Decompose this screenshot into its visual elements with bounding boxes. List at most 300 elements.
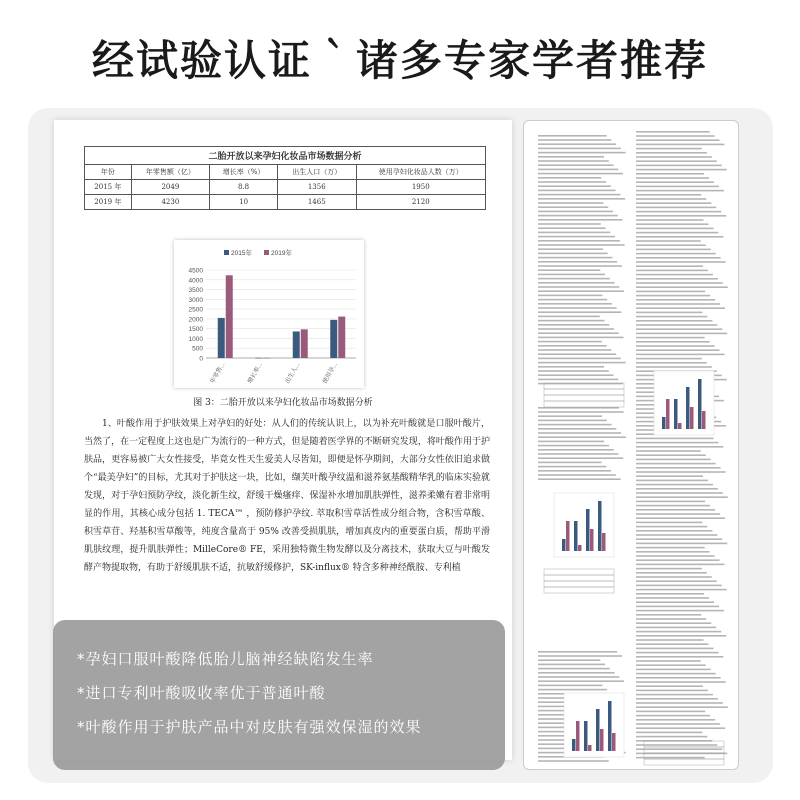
text-line [538, 760, 609, 762]
text-line [636, 354, 725, 356]
text-line [538, 436, 626, 438]
legend-swatch [264, 250, 269, 255]
text-line [538, 265, 622, 267]
text-line [636, 265, 703, 267]
x-tick-label: 增长率... [247, 362, 264, 385]
table-header: 出生人口（万） [278, 165, 357, 180]
mini-bar [578, 545, 582, 551]
bar-chart [174, 240, 364, 388]
text-line [538, 274, 605, 276]
legend-swatch [224, 250, 229, 255]
text-line [636, 694, 713, 696]
mini-table-row [544, 587, 614, 593]
text-line [538, 185, 611, 187]
y-tick-label: 3500 [188, 287, 203, 295]
text-line [538, 215, 618, 217]
legend-label: 2015年 [231, 250, 252, 257]
text-line [636, 517, 725, 519]
mini-bar [584, 721, 588, 751]
text-line [538, 349, 611, 351]
text-line [636, 257, 721, 259]
y-tick-label: 1000 [188, 335, 203, 343]
text-line [538, 316, 600, 318]
text-line [538, 320, 605, 322]
bar [263, 358, 270, 359]
text-line [538, 135, 607, 137]
text-line [538, 651, 617, 653]
text-line [538, 164, 614, 166]
table-header: 使用孕妇化妆品人数（万） [356, 165, 485, 180]
text-line [636, 190, 724, 192]
mini-bar [572, 739, 576, 751]
text-line [636, 198, 706, 200]
bar [301, 329, 308, 358]
mini-bar [576, 721, 580, 751]
bar [218, 318, 225, 358]
text-line [538, 303, 612, 305]
text-line [538, 324, 609, 326]
text-line [636, 639, 704, 641]
text-line [538, 462, 602, 464]
text-line [636, 223, 708, 225]
text-line [636, 438, 713, 440]
table-cell: 2120 [356, 195, 485, 210]
text-line [538, 177, 601, 179]
text-line [538, 278, 610, 280]
text-line [636, 270, 708, 272]
text-line [538, 190, 616, 192]
text-line [636, 295, 710, 297]
text-line [538, 173, 623, 175]
table-row [85, 195, 486, 210]
text-line [636, 711, 705, 713]
text-line [538, 240, 620, 242]
text-line [538, 668, 610, 670]
text-line [538, 269, 600, 271]
text-line [636, 677, 721, 679]
text-line [538, 198, 625, 200]
mini-bar [674, 399, 678, 429]
text-line [538, 143, 616, 145]
table-cell: 2019 年 [85, 195, 132, 210]
text-line [636, 299, 715, 301]
text-line [538, 160, 609, 162]
text-line [636, 160, 717, 162]
text-line [636, 543, 727, 545]
text-line [538, 478, 621, 480]
text-line [538, 202, 603, 204]
text-line [636, 165, 722, 167]
mini-bar [602, 533, 606, 551]
text-line [636, 312, 702, 314]
text-line [538, 366, 604, 368]
text-line [636, 144, 725, 146]
text-line [538, 232, 610, 234]
text-line [636, 748, 722, 750]
text-line [538, 672, 615, 674]
text-line [538, 337, 624, 339]
text-line [636, 316, 707, 318]
mini-table-row [644, 741, 724, 747]
text-line [538, 286, 619, 288]
text-line [538, 328, 614, 330]
text-line [538, 169, 618, 171]
text-line [636, 580, 717, 582]
table-title: 二胎开放以来孕妇化妆品市场数据分析 [85, 147, 486, 165]
table-header: 年份 [85, 165, 132, 180]
text-line [636, 475, 703, 477]
text-line [636, 568, 702, 570]
mini-bar [612, 733, 616, 751]
text-line [636, 446, 723, 448]
text-line [538, 345, 607, 347]
text-line [636, 303, 720, 305]
text-line [538, 148, 621, 150]
key-point: *进口专利叶酸吸收率优于普通叶酸 [77, 684, 326, 702]
text-line [636, 307, 725, 309]
text-line [538, 407, 619, 409]
text-line [636, 656, 723, 658]
text-line [636, 673, 716, 675]
text-line [538, 311, 621, 313]
x-tick-label: 出生人... [284, 362, 302, 385]
text-line [636, 337, 705, 339]
text-line [538, 441, 604, 443]
bar [226, 275, 233, 358]
text-line [636, 194, 701, 196]
mini-bar [588, 745, 592, 751]
text-line [636, 698, 718, 700]
text-line [636, 509, 715, 511]
text-line [636, 530, 712, 532]
text-line [636, 480, 708, 482]
text-line [538, 689, 607, 691]
text-line [636, 547, 705, 549]
mini-bar [608, 701, 612, 751]
text-line [538, 353, 616, 355]
mini-table-row [544, 401, 624, 407]
text-line [636, 261, 726, 263]
text-line [538, 362, 626, 364]
table-cell: 1950 [356, 180, 485, 195]
text-line [636, 564, 725, 566]
text-line [636, 669, 711, 671]
text-line [636, 286, 728, 288]
text-line [636, 358, 702, 360]
text-line [538, 206, 608, 208]
text-line [538, 676, 619, 678]
text-line [636, 576, 712, 578]
text-line [636, 442, 718, 444]
text-line [538, 139, 611, 141]
mini-bar [586, 509, 590, 551]
text-line [636, 740, 712, 742]
text-line [636, 723, 720, 725]
text-line [636, 652, 718, 654]
text-line [636, 459, 711, 461]
text-line [636, 690, 708, 692]
text-line [636, 207, 716, 209]
text-line [538, 248, 603, 250]
text-line [636, 463, 716, 465]
text-line [636, 622, 711, 624]
text-line [538, 420, 607, 422]
text-line [636, 732, 702, 734]
text-line [636, 278, 718, 280]
text-line [538, 379, 618, 381]
text-line [538, 257, 612, 259]
y-tick-label: 2000 [188, 316, 203, 324]
text-line [636, 757, 705, 759]
text-line [636, 341, 710, 343]
figure-caption: 图 3：二胎开放以来孕妇化妆品市场数据分析 [193, 398, 373, 408]
mini-table-row [544, 575, 614, 581]
text-line [538, 449, 614, 451]
text-line [636, 505, 710, 507]
body-paragraph: 1、叶酸作用于护肤效果上对孕妇的好处：从人们的传统认识上，以为补充叶酸就是口服叶酸片，当然了，在一定程度上这也是广为流行的一种方式，但是随着医学界的不断研究发现，将叶酸作用于护肤品，更容易被广大女性接受，毕竟女性天生爱美人尽皆知，即便是怀孕期间，大部分女性依旧追求做个“最美孕妇”的目标，尤其对于护肤这一块，比如，缬芙叶酸孕纹温和滋养氨基酸精华乳的临床实验就发现，对于孕妇预防孕纹，淡化新生纹，舒缓干燥瘙痒、保湿补水增加肌肤弹性，滋养柔嫩有着非常明显的作用，其核心成分包括 1. TECA™ ，预防修护孕纹. 萃取积雪草活性成分组合物，含积雪草酸、积雪草苷、羟基积雪草酸等，纯度含量高于 95% 改善受损肌肤，增加真皮内的重要蛋白质，帮助平滑肌肤纹理，提升肌肤弹性；MilleCore® FE，采用独特微生物发酵以及分离技术，获取大豆与叶酸发酵产物提取物，有助于舒缓肌肤不适，抗敏舒缓修护，SK-influx® 特含多种神经酰胺、专利植 [84, 419, 490, 573]
mini-table-row [544, 389, 624, 395]
market-data-table [84, 146, 486, 210]
table-cell: 4230 [131, 195, 210, 210]
text-line [538, 236, 615, 238]
text-line [636, 727, 725, 729]
text-line [538, 282, 615, 284]
text-line [636, 362, 707, 364]
table-cell: 8.8 [210, 180, 278, 195]
text-line [636, 681, 726, 683]
text-line [636, 706, 728, 708]
text-line [538, 466, 606, 468]
text-line [636, 232, 718, 234]
text-line [538, 295, 602, 297]
text-line [636, 219, 704, 221]
text-line [538, 664, 605, 666]
mini-table-row [544, 395, 624, 401]
text-line [538, 415, 602, 417]
bar-chart-svg [174, 240, 364, 388]
y-tick-label: 3000 [188, 296, 203, 304]
y-tick-label: 4000 [188, 277, 203, 285]
text-line [636, 282, 723, 284]
text-line [636, 173, 704, 175]
content-panel [28, 108, 773, 783]
mini-bar [562, 539, 566, 551]
text-line [636, 320, 712, 322]
text-line [538, 680, 624, 682]
mini-bar [690, 407, 694, 429]
text-line [636, 186, 719, 188]
text-line [636, 593, 704, 595]
mini-bar [598, 501, 602, 551]
mini-table-row [644, 759, 724, 765]
x-tick-label: 使用孕... [322, 362, 339, 385]
text-line [636, 215, 726, 217]
mini-bar [596, 709, 600, 751]
y-tick-label: 500 [192, 345, 203, 353]
table-cell: 1465 [278, 195, 357, 210]
text-line [636, 555, 715, 557]
text-line [636, 627, 716, 629]
key-point: *叶酸作用于护肤产品中对皮肤有强效保湿的效果 [77, 718, 422, 736]
text-line [636, 534, 717, 536]
text-line [538, 659, 600, 661]
text-line [636, 152, 707, 154]
text-line [538, 428, 616, 430]
mini-bar [662, 417, 666, 429]
y-tick-label: 4500 [188, 267, 203, 275]
text-line [636, 467, 721, 469]
key-point: *孕妇口服叶酸降低胎儿脑神经缺陷发生率 [77, 650, 374, 668]
text-line [636, 719, 715, 721]
text-line [538, 219, 622, 221]
text-line [538, 470, 611, 472]
mini-bar [590, 529, 594, 551]
text-line [538, 424, 612, 426]
text-line [636, 131, 710, 133]
text-line [538, 411, 624, 413]
text-line [538, 457, 623, 459]
text-line [636, 526, 707, 528]
text-line [636, 513, 720, 515]
text-line [636, 643, 708, 645]
text-line [636, 685, 703, 687]
key-points-overlay [53, 620, 505, 770]
text-line [636, 664, 706, 666]
text-line [636, 488, 718, 490]
text-line [538, 227, 606, 229]
text-line [636, 610, 724, 612]
document-thumbnail-graphic [524, 121, 739, 770]
mini-table-row [544, 581, 614, 587]
legend-label: 2019年 [271, 250, 292, 257]
text-line [636, 333, 727, 335]
text-line [636, 177, 709, 179]
mini-bar [566, 521, 570, 551]
y-tick-label: 0 [199, 355, 203, 363]
text-line [636, 660, 701, 662]
text-line [636, 744, 717, 746]
text-line [636, 572, 707, 574]
text-line [636, 139, 720, 141]
mini-bar [678, 423, 682, 429]
table-cell: 1356 [278, 180, 357, 195]
text-line [636, 522, 702, 524]
text-line [538, 253, 608, 255]
document-thumbnail [523, 120, 739, 770]
table-header-row [85, 165, 486, 180]
text-line [636, 211, 721, 213]
text-line [636, 228, 713, 230]
text-line [636, 606, 719, 608]
text-line [636, 135, 715, 137]
text-line [538, 432, 621, 434]
text-line [636, 249, 711, 251]
text-line [636, 589, 727, 591]
text-line [538, 156, 604, 158]
table-cell: 2015 年 [85, 180, 132, 195]
headline: 经试验认证｀诸多专家学者推荐 [91, 36, 708, 85]
text-line [636, 366, 712, 368]
text-line [538, 261, 617, 263]
text-line [636, 702, 723, 704]
text-line [538, 194, 620, 196]
text-line [538, 370, 609, 372]
text-line [538, 299, 607, 301]
text-line [538, 655, 622, 657]
bar [293, 331, 300, 358]
text-line [636, 648, 713, 650]
text-line [636, 450, 701, 452]
text-line [636, 501, 705, 503]
text-line [538, 341, 602, 343]
table-cell: 10 [210, 195, 278, 210]
text-line [538, 223, 601, 225]
text-line [538, 358, 621, 360]
text-line [636, 492, 723, 494]
text-line [636, 181, 714, 183]
text-line [636, 148, 702, 150]
y-tick-label: 1500 [188, 326, 203, 334]
text-line [538, 474, 616, 476]
mini-bar [600, 729, 604, 751]
text-line [538, 453, 618, 455]
text-line [636, 635, 726, 637]
text-line [636, 538, 722, 540]
text-line [636, 454, 706, 456]
table-cell: 2049 [131, 180, 210, 195]
text-line [538, 152, 626, 154]
text-line [538, 211, 613, 213]
text-line [636, 585, 722, 587]
table-row [85, 180, 486, 195]
bar [330, 320, 337, 358]
text-line [538, 374, 614, 376]
text-line [636, 559, 720, 561]
text-line [636, 202, 711, 204]
text-line [538, 307, 617, 309]
mini-bar [666, 399, 670, 429]
text-line [636, 614, 701, 616]
text-line [636, 328, 722, 330]
text-line [636, 345, 715, 347]
text-line [636, 349, 720, 351]
mini-bar [686, 387, 690, 429]
x-tick-label: 年零售... [209, 362, 227, 385]
text-line [636, 736, 707, 738]
mini-table-row [544, 569, 614, 575]
text-line [538, 181, 606, 183]
text-line [538, 685, 602, 687]
mini-bar [702, 411, 706, 429]
text-line [636, 236, 723, 238]
text-line [538, 332, 619, 334]
text-line [636, 631, 721, 633]
text-line [636, 471, 726, 473]
text-line [636, 244, 706, 246]
table-header: 增长率（%） [210, 165, 278, 180]
mini-bar [698, 379, 702, 429]
text-line [636, 324, 717, 326]
text-line [538, 244, 625, 246]
text-line [636, 618, 706, 620]
text-line [636, 484, 713, 486]
bar [255, 358, 262, 359]
table-header: 年零售额（亿） [131, 165, 210, 180]
text-line [636, 291, 705, 293]
text-line [636, 551, 710, 553]
text-line [636, 253, 716, 255]
bar [338, 317, 345, 358]
